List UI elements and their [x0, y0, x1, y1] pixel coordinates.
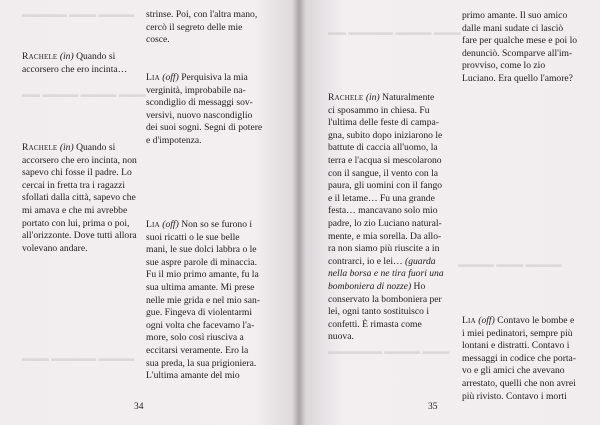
dialogue-text: messaggi in codice che porta-	[462, 352, 577, 364]
dialogue-text: Fu il mio primo amante, fu la	[146, 269, 259, 281]
dialogue-text: L'ultima amante del mio	[146, 370, 240, 382]
stage-direction: (off)	[162, 219, 179, 230]
dialogue-text: sfollati dalla città, sapevo che	[22, 192, 136, 204]
dialogue-text: festa… mancavano solo mio	[328, 205, 438, 217]
stage-direction: (in)	[59, 142, 74, 153]
dialogue-text: mi amava e che mi avrebbe	[22, 204, 128, 216]
dialogue-text: paura, gli uomini con il fango	[328, 180, 443, 192]
left-page	[0, 0, 298, 425]
page-number: 34	[134, 402, 144, 412]
dialogue-rachele-1	[22, 51, 139, 76]
right-page	[298, 0, 600, 425]
dialogue-text: con il sangue, il vento con la	[328, 167, 439, 179]
speaker-name: Lia	[462, 315, 476, 326]
dialogue-text: padre, lo zio Luciano natural-	[328, 217, 442, 229]
show-through-text: ▬▬▬▬ ▬▬▬▬▬ ▬▬▬	[22, 353, 135, 363]
dialogue-text: conservato la bomboniera per	[328, 293, 442, 305]
dialogue-lia-1	[146, 72, 272, 148]
dialogue-text: e il letame… Fu una grande	[328, 192, 435, 204]
dialogue-text: dei suoi sogni. Segni di potere	[146, 122, 263, 134]
dialogue-text: Perquisiva la mia	[181, 72, 248, 83]
stage-direction: (guarda	[405, 255, 436, 267]
show-through-text: ▬▬▬ ▬▬▬▬ ▬▬▬▬▬▬	[328, 346, 450, 356]
dialogue-text: terra e l'acqua si mescolarono	[328, 154, 442, 166]
dialogue-text: i miei pedinatori, sempre più	[462, 327, 573, 339]
speaker-name: Lia	[146, 219, 160, 230]
speaker-name: Rachele	[22, 51, 58, 62]
book-gutter	[292, 0, 306, 425]
dialogue-text: confetti. È rimasta come	[328, 318, 422, 330]
dialogue-text: e d'impotenza.	[146, 134, 202, 146]
dialogue-text: lontani e distratti. Contavo i	[462, 340, 570, 352]
dialogue-text: scondiglio di messaggi sov-	[146, 97, 253, 109]
dialogue-lia-3	[462, 315, 586, 403]
dialogue-text: Ho	[413, 280, 426, 292]
dialogue-text: cercò il segreto delle mie	[146, 21, 243, 33]
page-number: 35	[428, 402, 438, 412]
dialogue-text: portato con lui, prima o poi,	[22, 217, 130, 229]
dialogue-continuation	[146, 9, 272, 47]
dialogue-text: Luciano. Era quello l'amore?	[462, 72, 573, 84]
dialogue-text: volevano andare.	[22, 242, 88, 254]
dialogue-text: battute di caccia all'uomo, la	[328, 142, 438, 154]
stage-direction: (in)	[365, 92, 380, 103]
dialogue-text: eccitarsi veramente. Ero la	[146, 344, 249, 356]
dialogue-text: primo amante. Il suo amico	[462, 10, 568, 21]
dialogue-text: cosce.	[146, 34, 170, 46]
dialogue-text: ra non siamo più riuscite a in	[328, 243, 440, 255]
speaker-name: Lia	[146, 72, 160, 83]
dialogue-text: sua preda, la sua prigioniera.	[146, 357, 257, 369]
dialogue-text: strinse. Poi, con l'altra mano,	[146, 9, 258, 20]
dialogue-text: mente, e mia sorella. Da allo-	[328, 230, 442, 242]
dialogue-text: all'orizzonte. Dove tutti allora	[22, 230, 137, 242]
dialogue-text: accorsero che ero incinta, non	[22, 154, 137, 166]
dialogue-text: gna, subito dopo iniziarono le	[328, 129, 443, 141]
dialogue-text: versivi, nuovo nascondiglio	[146, 109, 253, 121]
dialogue-text: gue. Fingeva di violentarmi	[146, 307, 253, 319]
dialogue-text: sapevo chi fosse il padre. Lo	[22, 167, 132, 179]
show-through-text: ▬▬▬ ▬▬▬▬ ▬▬▬▬▬ ▬▬	[328, 27, 461, 37]
show-through-text: ▬▬▬▬ ▬▬▬ ▬▬▬▬▬	[22, 9, 135, 19]
speaker-name: Rachele	[328, 92, 364, 103]
dialogue-text: fare per qualche mese e poi lo	[462, 35, 578, 47]
dialogue-text: lei, ogni tanto sostituisco i	[328, 306, 429, 318]
dialogue-text: accorsero che ero incinta…	[22, 63, 128, 75]
dialogue-text: vo e gli amici che avevano	[462, 365, 565, 377]
speaker-name: Rachele	[22, 142, 58, 153]
dialogue-text: sue aspre parole di minaccia.	[146, 256, 258, 268]
dialogue-text: contrarci, io e lei…	[328, 255, 403, 267]
dialogue-text: nelle mie grida e nel mio san-	[146, 294, 261, 306]
dialogue-text: Naturalmente	[382, 92, 435, 103]
dialogue-text: sua ultima amante. Mi prese	[146, 281, 255, 293]
dialogue-text: ci sposammo in chiesa. Fu	[328, 104, 430, 116]
dialogue-text: ogni volta che facevamo l'a-	[146, 319, 255, 331]
dialogue-text: più rivisto. Contavo i morti	[462, 390, 567, 402]
dialogue-continuation	[462, 10, 586, 86]
dialogue-text: denunciò. Scomparve all'im-	[462, 47, 573, 59]
dialogue-text: l'ultima delle feste di campa-	[328, 117, 439, 129]
dialogue-text: dalle mani sudate ci lasciò	[462, 22, 564, 34]
stage-direction: (in)	[59, 51, 74, 62]
dialogue-text: mani, le sue dolci labbra o le	[146, 244, 257, 256]
stage-direction: bomboniera di nozze)	[328, 280, 412, 292]
dialogue-rachele-2	[22, 142, 139, 255]
stage-direction: nella borsa e ne tira fuori una	[328, 268, 444, 280]
dialogue-text: arrestato, quelli che non avrei	[462, 377, 576, 389]
dialogue-text: verginità, improbabile na-	[146, 84, 246, 96]
show-through-text: ▬▬▬ ▬▬▬▬ ▬▬▬▬ ▬▬	[22, 89, 146, 99]
dialogue-text: nuova.	[328, 331, 354, 343]
dialogue-text: Quando si	[76, 142, 116, 153]
dialogue-rachele-3	[328, 92, 455, 344]
dialogue-text: Non so se furono i	[181, 219, 253, 230]
dialogue-text: provviso, come lo zio	[462, 60, 546, 72]
dialogue-text: Quando si	[76, 51, 116, 62]
stage-direction: (off)	[478, 315, 495, 326]
show-through-text: ▬▬▬▬ ▬▬▬ ▬▬▬▬	[458, 259, 562, 269]
dialogue-text: more, solo così riusciva a	[146, 332, 244, 344]
stage-direction: (off)	[162, 72, 179, 83]
dialogue-lia-2	[146, 219, 272, 383]
dialogue-text: suoi ricatti o le sue belle	[146, 231, 240, 243]
dialogue-text: Contavo le bombe e	[497, 315, 575, 326]
dialogue-text: cercai in fretta tra i ragazzi	[22, 179, 126, 191]
